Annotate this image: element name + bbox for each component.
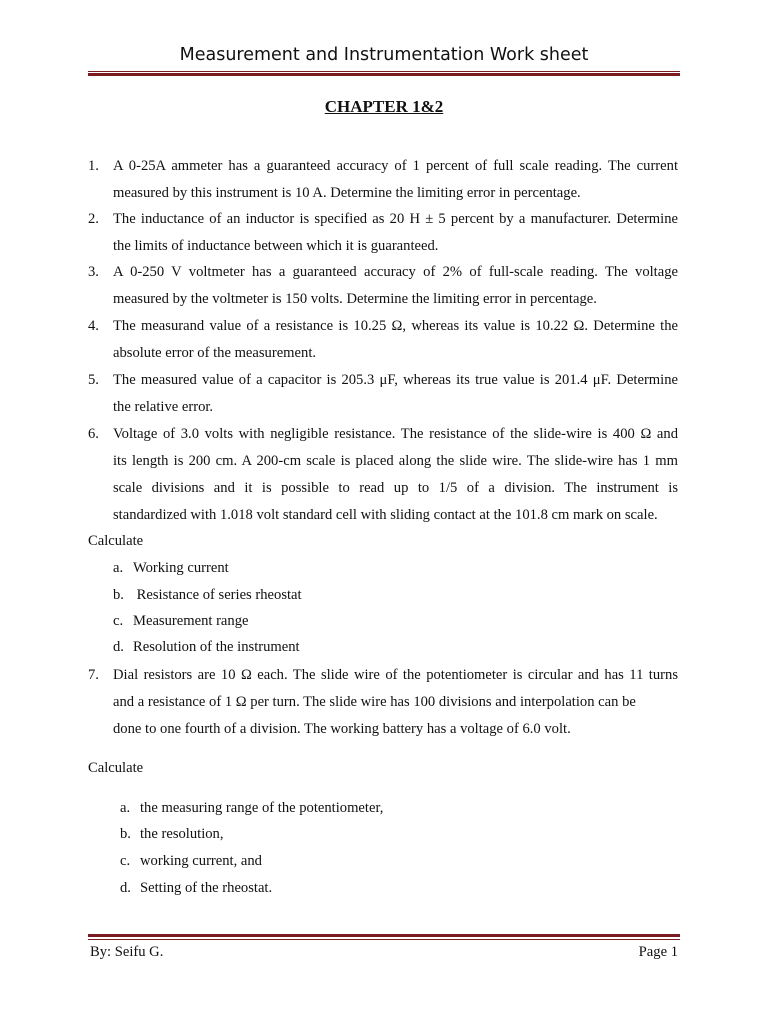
item-letter: c. (113, 613, 124, 629)
question-line: The inductance of an inductor is specified as 20 H ± 5 percent by a manufacturer. Determine (113, 211, 678, 227)
item-letter: b. (113, 587, 124, 603)
item-text: the measuring range of the potentiometer, (140, 800, 384, 816)
question-line: The measured value of a capacitor is 205.3 μF, whereas its true value is 201.4 μF. Determine (113, 372, 678, 388)
question-line: Voltage of 3.0 volts with negligible resistance. The resistance of the slide-wire is 400 Ω and (113, 426, 678, 442)
question-line: and a resistance of 1 Ω per turn. The slide wire has 100 divisions and interpolation can be (113, 694, 636, 710)
q7-item-c (120, 853, 262, 870)
q7-item-b (120, 826, 224, 843)
question-number: 1. (88, 158, 99, 174)
question-line: its length is 200 cm. A 200-cm scale is placed along the slide wire. The slide-wire has 1 mm (113, 453, 678, 469)
question-line: A 0-25A ammeter has a guaranteed accuracy of 1 percent of full scale reading. The current (113, 158, 678, 174)
header-rule-thick (88, 73, 680, 76)
item-letter: d. (113, 639, 124, 655)
footer-page-number: Page 1 (638, 944, 678, 960)
item-text: working current, and (140, 853, 262, 869)
item-letter: c. (120, 853, 131, 869)
question-line: measured by this instrument is 10 A. Determine the limiting error in percentage. (113, 185, 581, 201)
item-text: the resolution, (140, 826, 224, 842)
question-number: 5. (88, 372, 99, 388)
question-number: 4. (88, 318, 99, 334)
chapter-heading: CHAPTER 1&2 (324, 97, 444, 116)
question-number: 7. (88, 667, 99, 683)
question-line: done to one fourth of a division. The working battery has a voltage of 6.0 volt. (113, 721, 571, 737)
item-text: Working current (133, 560, 229, 576)
header-rule-thin (88, 71, 680, 72)
item-letter: a. (120, 800, 131, 816)
question-line: scale divisions and it is possible to read up to 1/5 of a division. The instrument is (113, 480, 678, 496)
question-line: The measurand value of a resistance is 10.25 Ω, whereas its value is 10.22 Ω. Determine the (113, 318, 678, 334)
calculate-label: Calculate (88, 533, 144, 549)
question-line: measured by the voltmeter is 150 volts. Determine the limiting error in percentage. (113, 291, 597, 307)
footer-rule-thick (88, 934, 680, 937)
item-letter: a. (113, 560, 124, 576)
footer-rule-thin (88, 939, 680, 940)
q7-item-a (120, 800, 383, 817)
calculate-label-2: Calculate (88, 760, 144, 776)
question-line: absolute error of the measurement. (113, 345, 317, 361)
question-line: the relative error. (113, 399, 214, 415)
question-line: standardized with 1.018 volt standard cell with sliding contact at the 101.8 cm mark on scale. (113, 507, 658, 523)
q6-item-b (113, 587, 302, 604)
question-number: 3. (88, 264, 99, 280)
item-text: Resolution of the instrument (133, 639, 300, 655)
item-letter: b. (120, 826, 131, 842)
item-text: Resistance of series rheostat (133, 587, 302, 603)
q6-item-a (113, 560, 229, 577)
question-line: A 0-250 V voltmeter has a guaranteed accuracy of 2% of full-scale reading. The voltage (113, 264, 678, 280)
q7-item-d (120, 880, 272, 897)
question-number: 2. (88, 211, 99, 227)
q6-item-c (113, 613, 248, 630)
question-line: Dial resistors are 10 Ω each. The slide wire of the potentiometer is circular and has 11 turns (113, 667, 678, 683)
item-text: Setting of the rheostat. (140, 880, 273, 896)
q6-item-d (113, 639, 300, 656)
question-number: 6. (88, 426, 99, 442)
question-line: the limits of inductance between which it is guaranteed. (113, 238, 439, 254)
footer-author: By: Seifu G. (90, 944, 164, 960)
header-title: Measurement and Instrumentation Work sheet (179, 45, 589, 65)
item-letter: d. (120, 880, 131, 896)
item-text: Measurement range (133, 613, 249, 629)
